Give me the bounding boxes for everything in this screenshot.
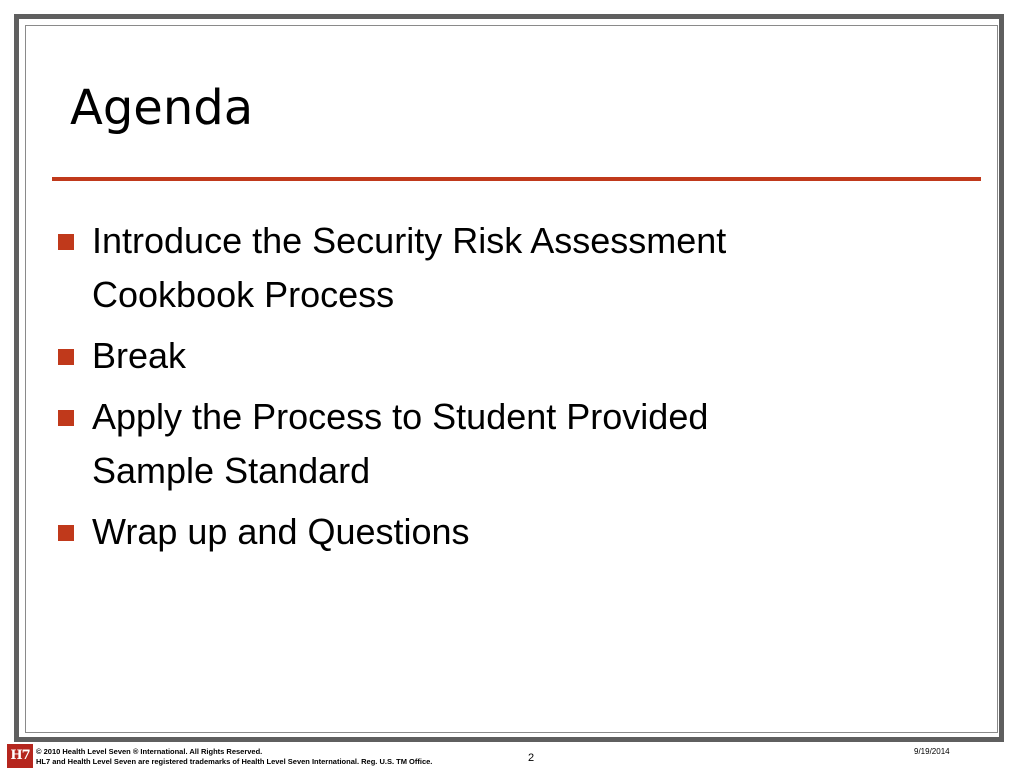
square-bullet-icon bbox=[58, 410, 74, 426]
square-bullet-icon bbox=[58, 234, 74, 250]
agenda-item bbox=[58, 329, 938, 383]
hl7-logo: H7 bbox=[7, 744, 33, 768]
page-number: 2 bbox=[528, 752, 535, 764]
agenda-item bbox=[58, 505, 938, 559]
agenda-item bbox=[58, 214, 938, 322]
agenda-item-line: Cookbook Process bbox=[92, 274, 395, 315]
square-bullet-icon bbox=[58, 525, 74, 541]
square-bullet-icon bbox=[58, 349, 74, 365]
agenda-item-line: Sample Standard bbox=[92, 450, 371, 491]
title-divider bbox=[52, 177, 981, 181]
footer-date: 9/19/2014 bbox=[914, 747, 950, 756]
agenda-item bbox=[58, 390, 938, 498]
copyright-notice bbox=[36, 747, 432, 767]
slide-footer bbox=[0, 742, 1024, 768]
agenda-item-line: Break bbox=[92, 335, 187, 376]
trademark-line: HL7 and Health Level Seven are registered trademarks of Health Level Seven International. Reg. U.S. TM Office. bbox=[36, 757, 433, 766]
agenda-item-line: Introduce the Security Risk Assessment bbox=[92, 220, 727, 261]
agenda-item-line: Wrap up and Questions bbox=[92, 511, 470, 552]
copyright-line: © 2010 Health Level Seven ® International. All Rights Reserved. bbox=[36, 747, 263, 756]
slide-title: Agenda bbox=[70, 80, 254, 136]
agenda-list bbox=[58, 214, 938, 566]
agenda-item-line: Apply the Process to Student Provided bbox=[92, 396, 709, 437]
